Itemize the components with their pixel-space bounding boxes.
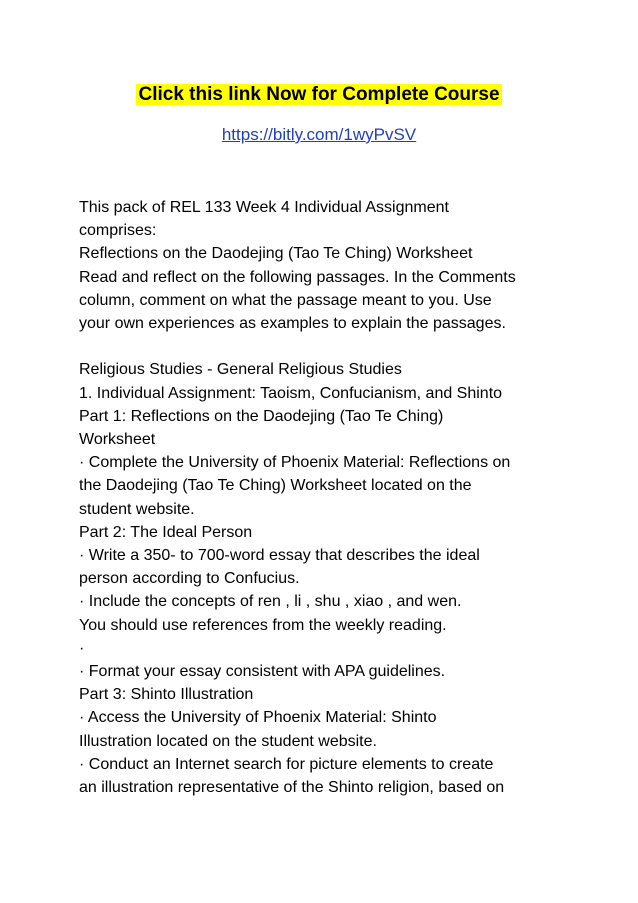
detail-line: ·: [79, 639, 85, 657]
detail-line: 1. Individual Assignment: Taoism, Confucianism, and Shinto: [79, 384, 503, 402]
detail-line: · Access the University of Phoenix Material: Shinto: [79, 709, 437, 727]
intro-line: comprises:: [79, 222, 157, 240]
document-body: [79, 196, 569, 799]
detail-line: Worksheet: [79, 431, 156, 449]
course-link-label[interactable]: Click this link Now for Complete Course: [138, 84, 500, 105]
detail-line: · Include the concepts of ren , li , shu , xiao , and wen.: [79, 593, 462, 611]
detail-line: person according to Confucius.: [79, 570, 300, 588]
course-url-link[interactable]: https://bitly.com/1wyPvSV: [221, 125, 417, 144]
intro-line: your own experiences as examples to explain the passages.: [79, 315, 506, 333]
intro-line: column, comment on what the passage meant to you. Use: [79, 291, 492, 309]
detail-line: an illustration representative of the Shinto religion, based on: [79, 779, 505, 797]
paragraph-spacer: [79, 335, 569, 358]
detail-line: student website.: [79, 500, 195, 518]
intro-line: This pack of REL 133 Week 4 Individual Assignment: [79, 199, 449, 216]
detail-line: · Write a 350- to 700-word essay that describes the ideal: [79, 547, 480, 565]
detail-line: · Format your essay consistent with APA guidelines.: [79, 663, 446, 681]
detail-line: Part 3: Shinto Illustration: [79, 686, 254, 704]
detail-line: Illustration located on the student website.: [79, 732, 377, 750]
detail-line: Part 2: The Ideal Person: [79, 523, 253, 541]
detail-line: You should use references from the weekly reading.: [79, 616, 447, 634]
detail-line: Part 1: Reflections on the Daodejing (Tao Te Ching): [79, 407, 444, 425]
intro-line: Reflections on the Daodejing (Tao Te Ching) Worksheet: [79, 245, 473, 263]
intro-line: Read and reflect on the following passages. In the Comments: [79, 268, 516, 286]
detail-line: the Daodejing (Tao Te Ching) Worksheet located on the: [79, 477, 472, 495]
course-link-heading[interactable]: [0, 82, 638, 108]
detail-line: · Conduct an Internet search for picture elements to create: [79, 755, 494, 773]
detail-line: · Complete the University of Phoenix Material: Reflections on: [79, 454, 511, 472]
detail-line: Religious Studies - General Religious Studies: [79, 361, 402, 379]
